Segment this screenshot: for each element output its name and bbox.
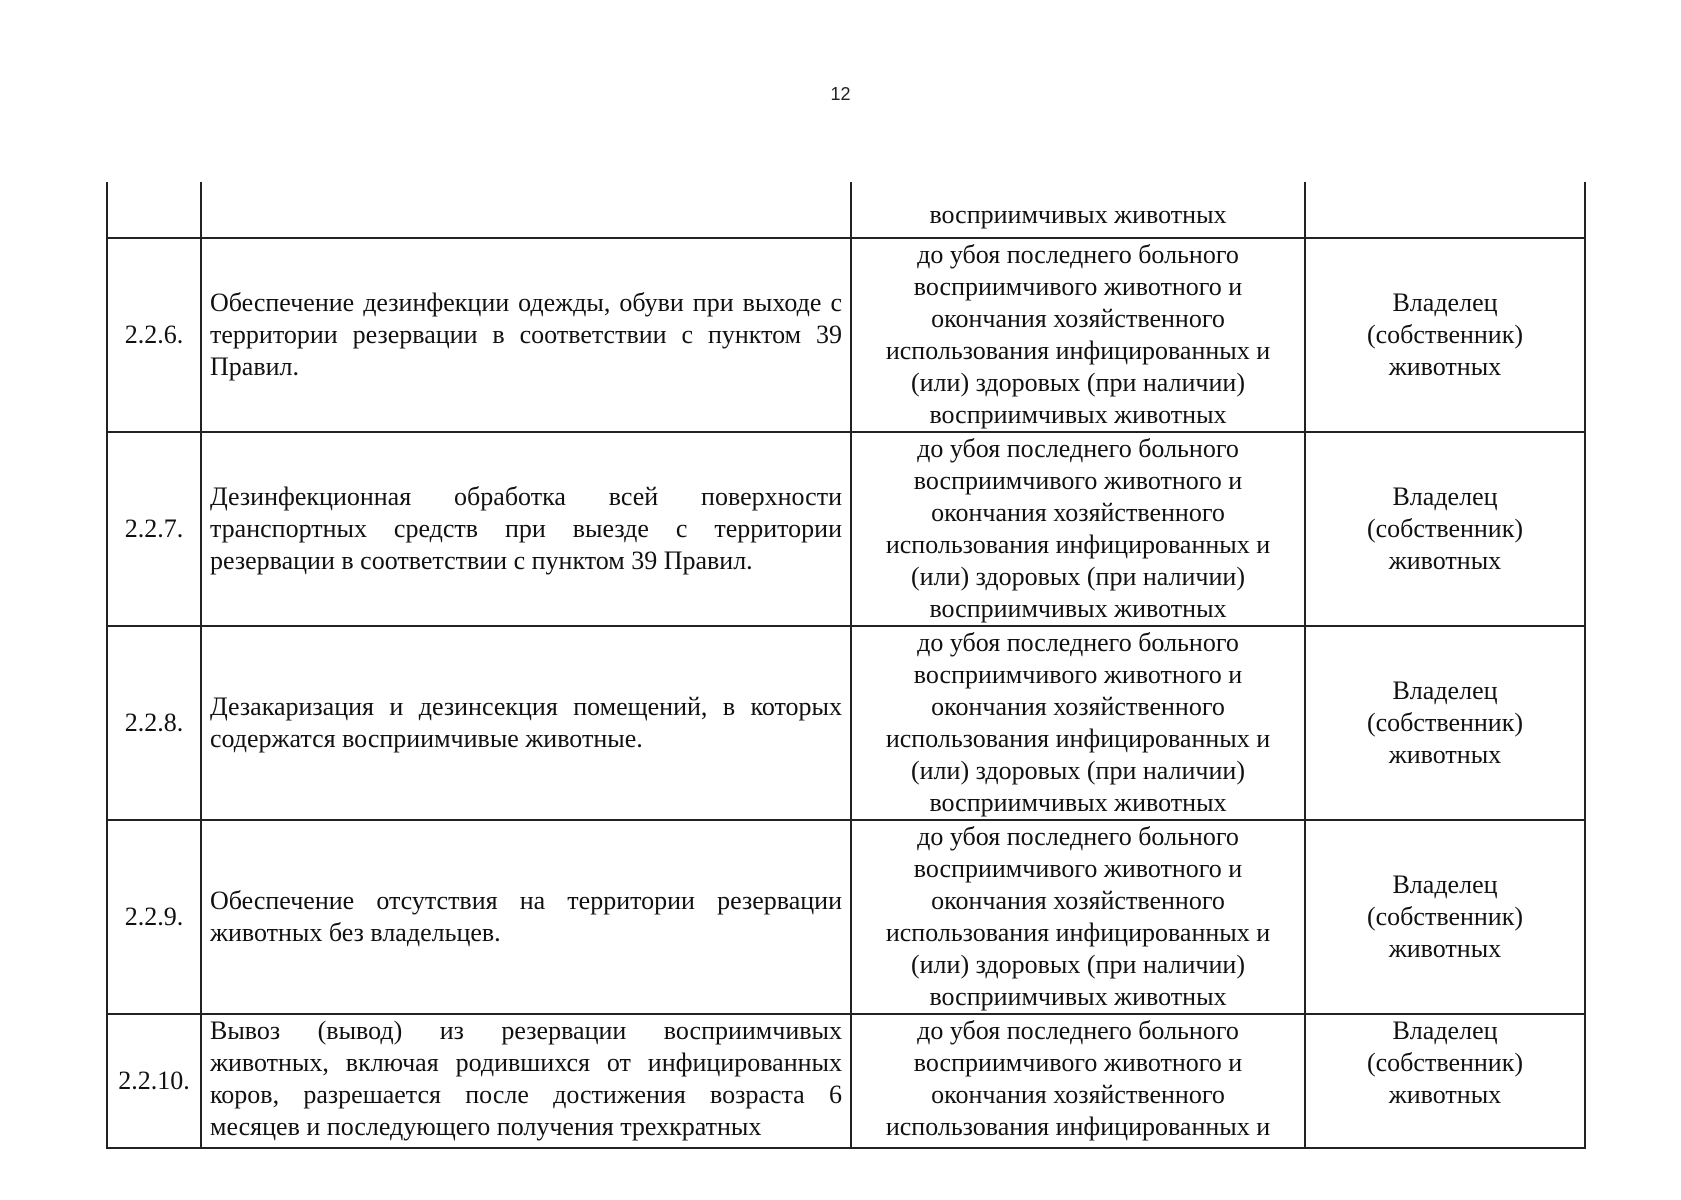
cell-description: Обеспечение дезинфекции одежды, обуви при выходе с территории резервации в соответствии с пунктом 39 Правил.: [201, 238, 851, 432]
cell-responsible: Владелец (собственник) животных: [1305, 626, 1585, 820]
cell-term: до убоя последнего больного восприимчивого животного и окончания хозяйственного использования инфицированных и (или) здоровых (при наличии) восприимчивых животных: [851, 432, 1305, 626]
table-row-continuation: [107, 182, 1585, 238]
cell-term: до убоя последнего больного восприимчивого животного и окончания хозяйственного использования инфицированных и (или) здоровых (при наличии) восприимчивых животных: [851, 626, 1305, 820]
table-row: [107, 1014, 1585, 1148]
cell-number-empty: [107, 182, 201, 238]
table-row: [107, 626, 1585, 820]
cell-description-empty: [201, 182, 851, 238]
cell-number: 2.2.7.: [107, 432, 201, 626]
cell-responsible: Владелец (собственник) животных: [1305, 432, 1585, 626]
cell-term: до убоя последнего больного восприимчивого животного и окончания хозяйственного использования инфицированных и (или) здоровых (при наличии) восприимчивых животных: [851, 820, 1305, 1014]
page-number: 12: [830, 84, 851, 104]
cell-term: восприимчивых животных: [851, 182, 1305, 238]
cell-description: Обеспечение отсутствия на территории резервации животных без владельцев.: [201, 820, 851, 1014]
cell-responsible-empty: [1305, 182, 1585, 238]
cell-description: Вывоз (вывод) из резервации восприимчивых животных, включая родившихся от инфицированных коров, разрешается после достижения возраста 6 месяцев и последующего получения трехкратных: [201, 1014, 851, 1148]
cell-number: 2.2.6.: [107, 238, 201, 432]
cell-term: до убоя последнего больного восприимчивого животного и окончания хозяйственного использования инфицированных и: [851, 1014, 1305, 1148]
cell-number: 2.2.8.: [107, 626, 201, 820]
cell-number: 2.2.9.: [107, 820, 201, 1014]
measures-table: [106, 182, 1586, 1149]
cell-responsible: Владелец (собственник) животных: [1305, 238, 1585, 432]
table-row: [107, 432, 1585, 626]
cell-term: до убоя последнего больного восприимчивого животного и окончания хозяйственного использования инфицированных и (или) здоровых (при наличии) восприимчивых животных: [851, 238, 1305, 432]
cell-description: Дезинфекционная обработка всей поверхности транспортных средств при выезде с территории резервации в соответствии с пунктом 39 Правил.: [201, 432, 851, 626]
cell-responsible: Владелец (собственник) животных: [1305, 1014, 1585, 1148]
cell-number: 2.2.10.: [107, 1014, 201, 1148]
cell-responsible: Владелец (собственник) животных: [1305, 820, 1585, 1014]
table-row: [107, 238, 1585, 432]
cell-description: Дезакаризация и дезинсекция помещений, в которых содержатся восприимчивые животные.: [201, 626, 851, 820]
table-row: [107, 820, 1585, 1014]
